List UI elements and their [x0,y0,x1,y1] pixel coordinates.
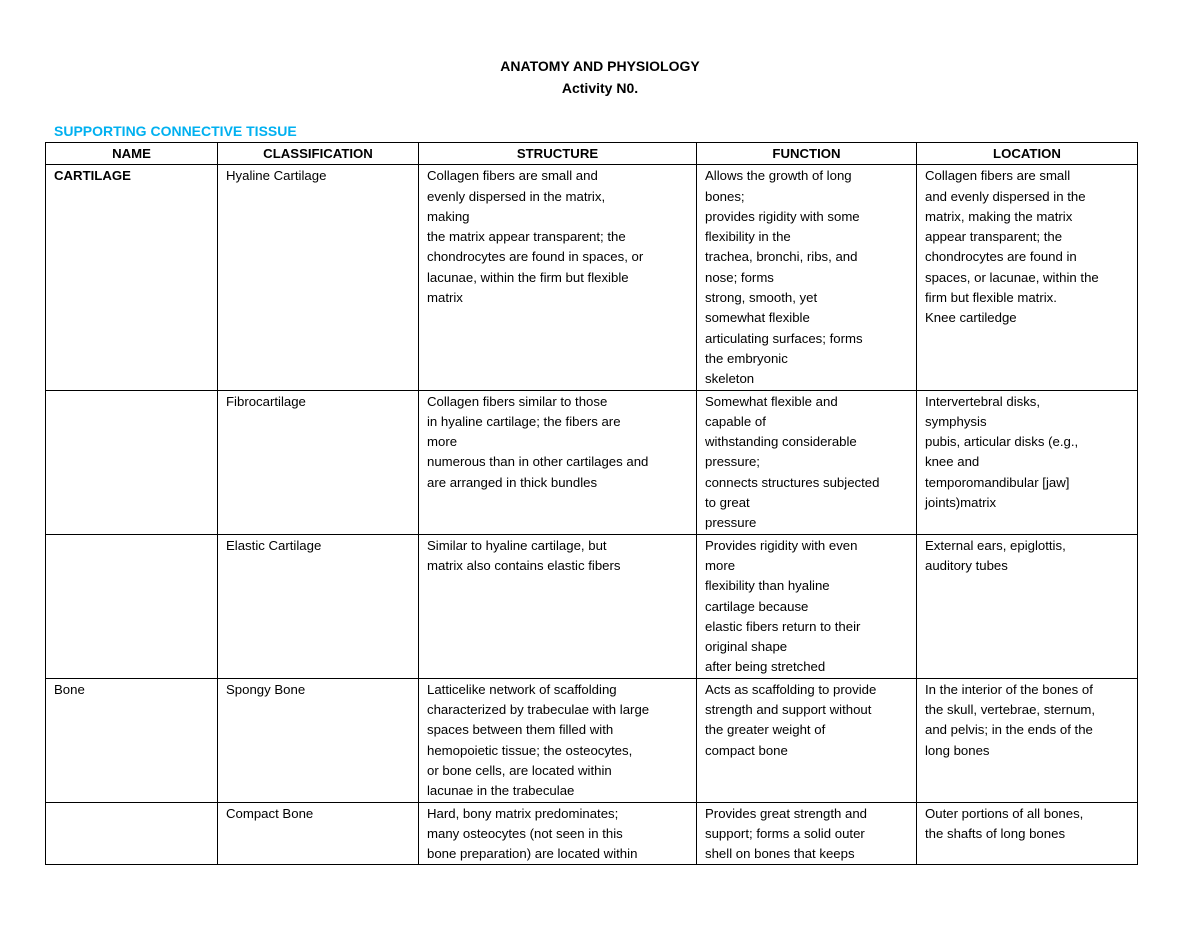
cell-classification: Fibrocartilage [218,390,419,534]
table-header-row [46,143,1138,165]
cell-name: CARTILAGE [46,165,218,390]
cell-location: In the interior of the bones of the skull, vertebrae, sternum, and pelvis; in the ends of the long bones [917,678,1138,802]
cell-location: Outer portions of all bones, the shafts of long bones [917,802,1138,865]
cell-location: Collagen fibers are small and evenly dispersed in the matrix, making the matrix appear transparent; the chondrocytes are found in spaces, or lacunae, within the firm but flexible matrix. Knee cartiledge [917,165,1138,390]
table-row [46,678,1138,802]
section-heading: SUPPORTING CONNECTIVE TISSUE [54,123,297,139]
cell-location: Intervertebral disks, symphysis pubis, articular disks (e.g., knee and temporomandibular [jaw] joints)matrix [917,390,1138,534]
cell-structure: Similar to hyaline cartilage, but matrix also contains elastic fibers [419,534,697,678]
table-row [46,802,1138,865]
table-row [46,390,1138,534]
cell-classification: Elastic Cartilage [218,534,419,678]
cell-function: Provides rigidity with even more flexibility than hyaline cartilage because elastic fibers return to their original shape after being stretched [697,534,917,678]
cell-function: Somewhat flexible and capable of withstanding considerable pressure; connects structures subjected to great pressure [697,390,917,534]
connective-tissue-table [45,142,1138,865]
cell-classification: Compact Bone [218,802,419,865]
cell-classification: Hyaline Cartilage [218,165,419,390]
header-classification: CLASSIFICATION [218,143,419,165]
cell-name: Bone [46,678,218,802]
cell-classification: Spongy Bone [218,678,419,802]
cell-name [46,534,218,678]
header-structure: STRUCTURE [419,143,697,165]
cell-name [46,802,218,865]
cell-structure: Collagen fibers are small and evenly dispersed in the matrix, making the matrix appear transparent; the chondrocytes are found in spaces, or lacunae, within the firm but flexible matrix [419,165,697,390]
document-subtitle: Activity N0. [561,80,639,96]
cell-name [46,390,218,534]
table-row [46,165,1138,390]
cell-function: Provides great strength and support; forms a solid outer shell on bones that keeps [697,802,917,865]
header-location: LOCATION [917,143,1138,165]
document-title: ANATOMY AND PHYSIOLOGY [500,58,700,74]
cell-structure: Collagen fibers similar to those in hyaline cartilage; the fibers are more numerous than in other cartilages and are arranged in thick bundles [419,390,697,534]
header-name: NAME [46,143,218,165]
header-function: FUNCTION [697,143,917,165]
cell-structure: Hard, bony matrix predominates; many osteocytes (not seen in this bone preparation) are located within [419,802,697,865]
cell-function: Allows the growth of long bones; provides rigidity with some flexibility in the trachea, bronchi, ribs, and nose; forms strong, smooth, yet somewhat flexible articulating surfaces; forms the embryonic skeleton [697,165,917,390]
cell-location: External ears, epiglottis, auditory tubes [917,534,1138,678]
cell-structure: Latticelike network of scaffolding characterized by trabeculae with large spaces between them filled with hemopoietic tissue; the osteocytes, or bone cells, are located within lacunae in the trabeculae [419,678,697,802]
table-row [46,534,1138,678]
cell-function: Acts as scaffolding to provide strength and support without the greater weight of compact bone [697,678,917,802]
